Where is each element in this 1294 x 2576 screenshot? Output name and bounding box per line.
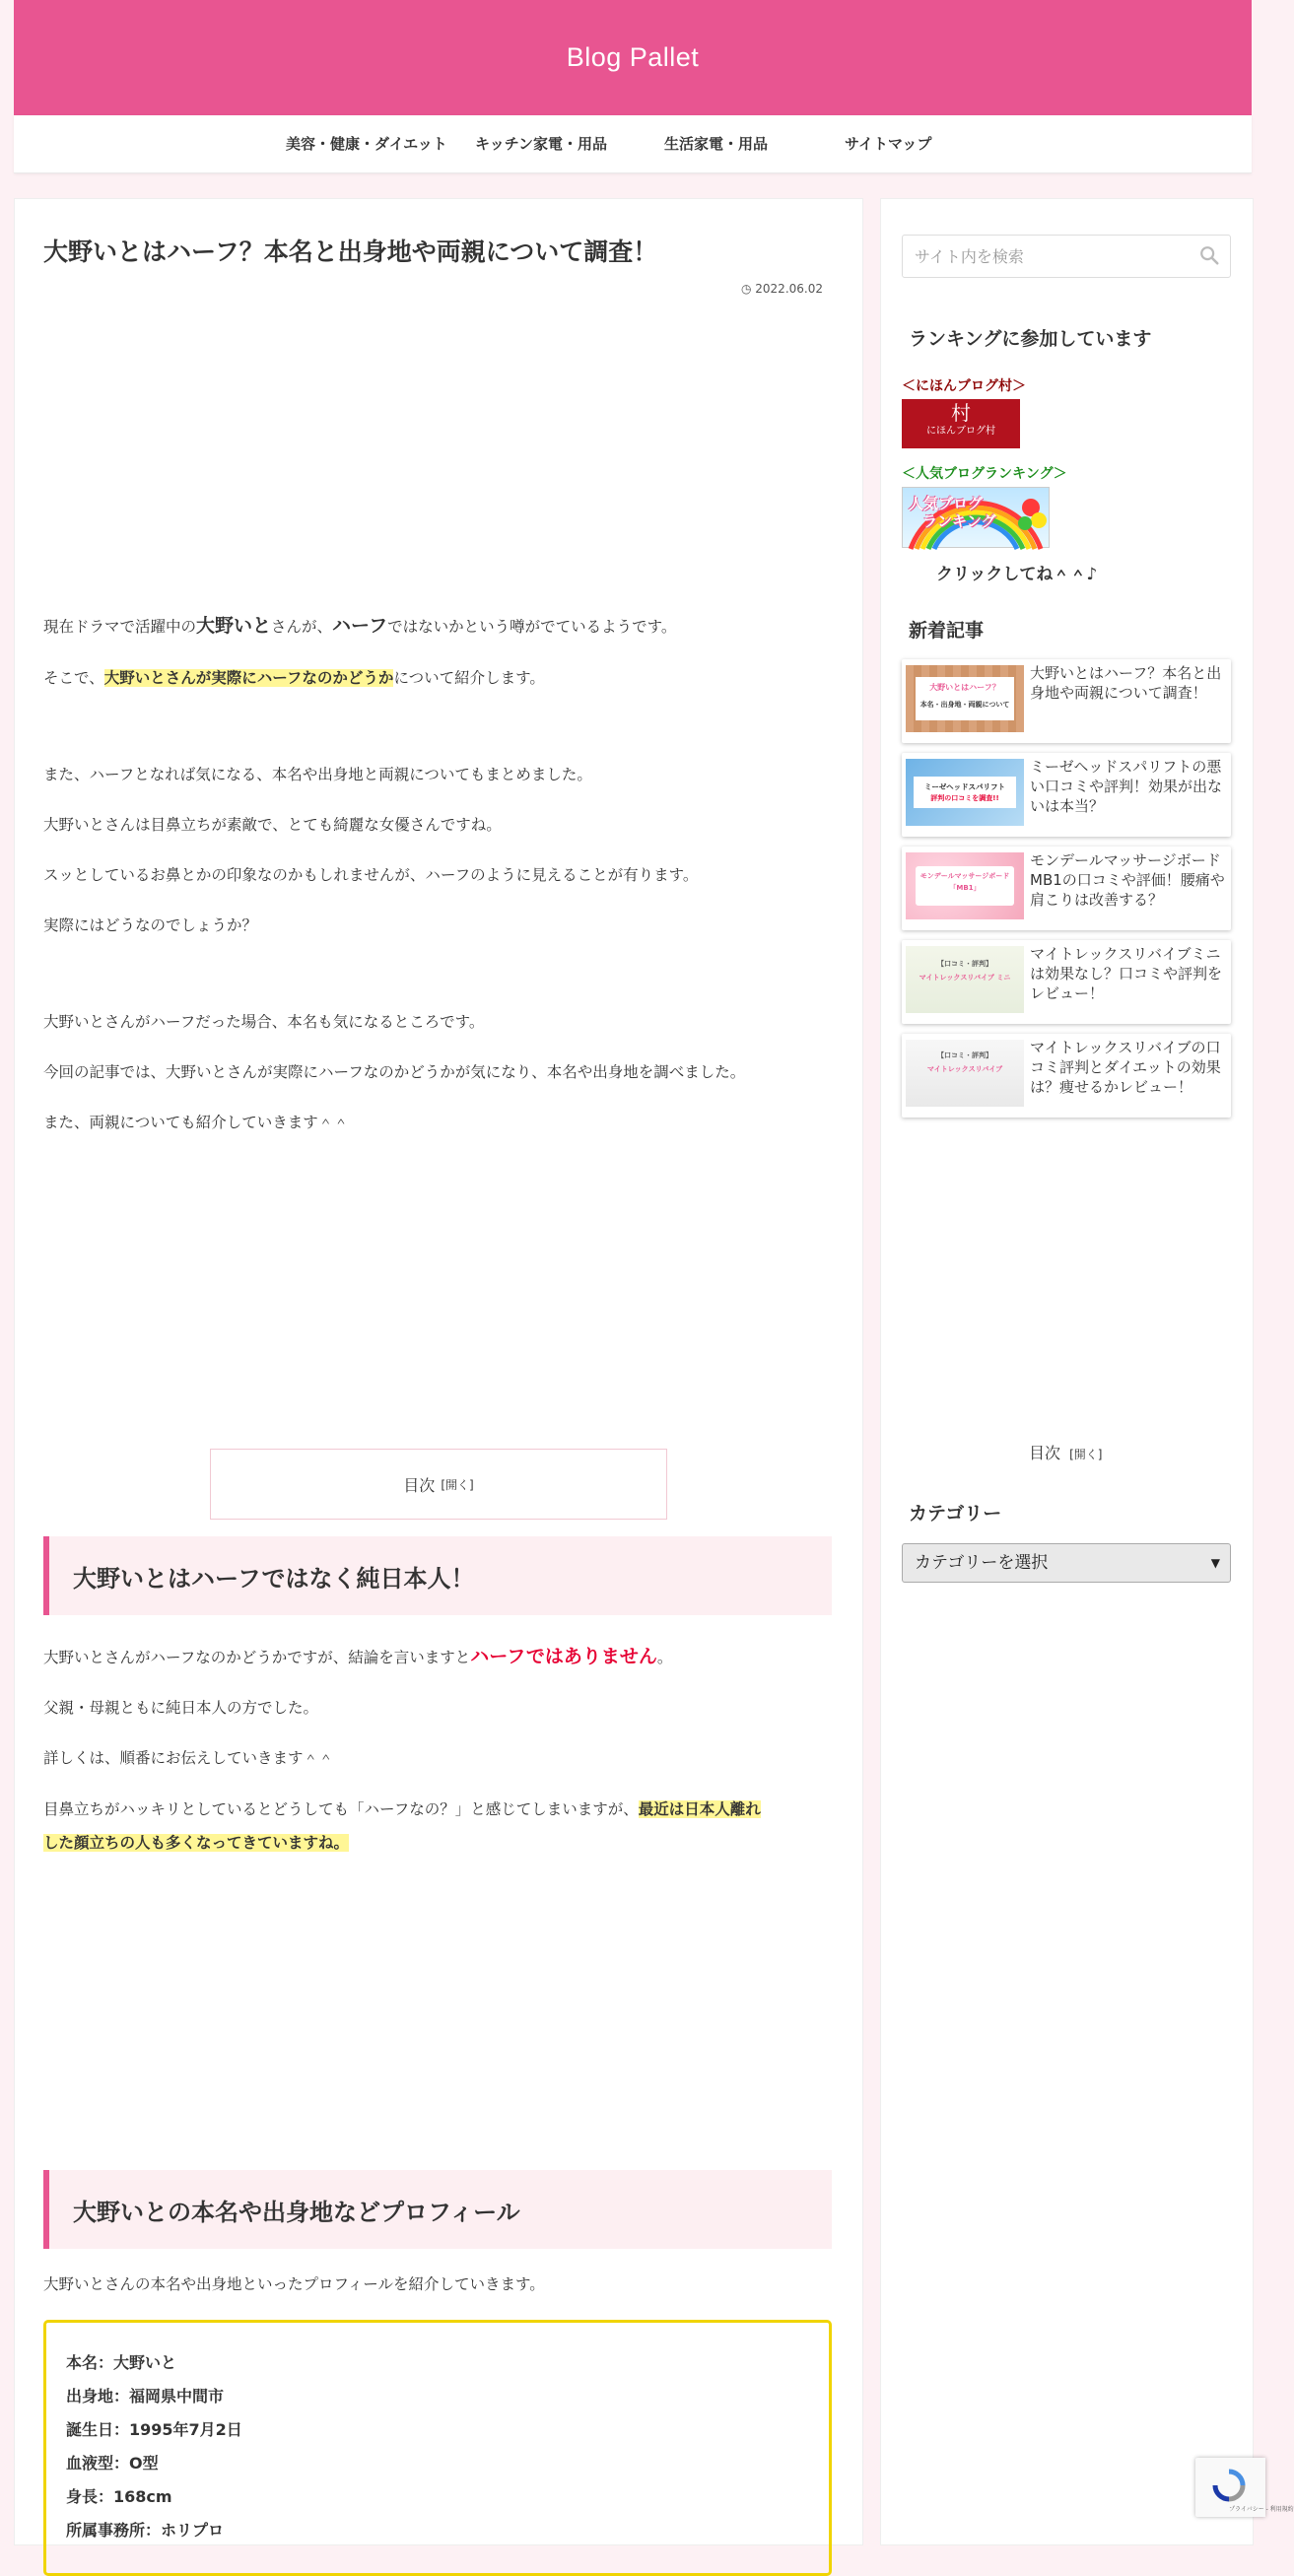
section1-paragraph-3: 詳しくは、順番にお伝えしていきます＾＾ (43, 1749, 334, 1767)
new-post-title: ミーゼヘッドスパリフトの悪い口コミや評判！効果が出ないは本当？ (1030, 758, 1223, 815)
category-heading: カテゴリー (909, 1503, 1002, 1525)
nihon-blog-banner[interactable] (902, 399, 1020, 448)
ninki-blog-label[interactable]: ＜人気ブログランキング＞ (902, 466, 1067, 482)
nihon-banner-text: にほんブログ村 (926, 426, 995, 437)
section2-paragraph-1: 大野いとさんの本名や出身地といったプロフィールを紹介していきます。 (43, 2275, 545, 2293)
post-thumbnail: 【口コミ・評判】 マイトレックスリバイブ ミニ (906, 946, 1024, 1013)
ninki-blog-banner[interactable] (902, 487, 1050, 548)
ninki-banner-line1: 人気ブログ (909, 495, 984, 512)
intro-paragraph-6: 実際にはどうなのでしょうか？ (43, 916, 258, 934)
intro-paragraph-9: また、両親についても紹介していきます＾＾ (43, 1114, 349, 1131)
section1-paragraph-4-cont: した顔立ちの人も多くなってきていますね。 (43, 1834, 350, 1852)
new-post-card[interactable] (902, 847, 1231, 930)
search-box (902, 235, 1231, 278)
new-post-card[interactable] (902, 940, 1231, 1024)
recaptcha-badge[interactable] (1195, 2458, 1294, 2517)
chevron-down-icon: ▼ (1210, 1556, 1220, 1570)
recaptcha-label[interactable]: プライバシー - 利用規約 (1229, 2506, 1294, 2513)
category-select[interactable] (902, 1543, 1231, 1583)
article-title: 大野いとはハーフ？本名と出身地や両親について調査！ (43, 237, 658, 266)
section-heading-2: 大野いとの本名や出身地などプロフィール (43, 2170, 832, 2249)
intro-paragraph-2: そこで、大野いとさんが実際にハーフなのかどうかについて紹介します。 (43, 669, 545, 687)
new-post-title: マイトレックスリバイブミニは効果なし？口コミや評判をレビュー！ (1030, 945, 1223, 1002)
intro-paragraph-8: 今回の記事では、大野いとさんが実際にハーフなのかどうかが気になり、本名や出身地を調べました。 (43, 1063, 746, 1081)
new-posts-heading: 新着記事 (909, 620, 985, 642)
sidebar-toc[interactable] (1029, 1441, 1102, 1463)
nav-item-sitemap[interactable]: サイトマップ (845, 135, 932, 153)
nihon-blog-label[interactable]: ＜にほんブログ村＞ (902, 378, 1026, 394)
site-title[interactable]: Blog Pallet (566, 42, 700, 72)
section-heading-1: 大野いとはハーフではなく純日本人！ (43, 1536, 832, 1615)
category-select-value: カテゴリーを選択 (915, 1553, 1049, 1573)
ninki-banner-line2: ランキング (922, 512, 996, 530)
post-date (741, 282, 823, 296)
global-nav (14, 115, 1252, 173)
article-main (14, 198, 863, 2545)
recaptcha-icon (1211, 2468, 1247, 2503)
section1-paragraph-4: 目鼻立ちがハッキリとしているとどうしても「ハーフなの？」と感じてしまいますが、最近は日本人離れ (43, 1800, 761, 1818)
nav-item-beauty[interactable]: 美容・健康・ダイエット (286, 135, 447, 153)
sidebar-toc-label: 目次 (1029, 1444, 1061, 1462)
table-of-contents[interactable] (210, 1449, 667, 1520)
post-date-text: 2022.06.02 (755, 282, 823, 296)
profile-line: 誕生日：1995年7月2日 (66, 2420, 242, 2439)
intro-paragraph-3: また、ハーフとなれば気になる、本名や出身地と両親についてもまとめました。 (43, 766, 592, 783)
new-post-title: モンデールマッサージボードMB1の口コミや評価！腰痛や肩こりは改善する？ (1030, 851, 1225, 909)
nihon-banner-kanji: 村 (951, 401, 971, 425)
intro-paragraph-7: 大野いとさんがハーフだった場合、本名も気になるところです。 (43, 1013, 485, 1031)
profile-line: 血液型：O型 (66, 2454, 159, 2473)
profile-box (43, 2320, 832, 2576)
toc-label: 目次 (403, 1475, 436, 1495)
toc-toggle[interactable]: [開く] (441, 1477, 474, 1492)
intro-paragraph-1: 現在ドラマで活躍中の大野いとさんが、ハーフではないかという噂がでているようです。 (43, 615, 677, 637)
clock-icon: ◷ (740, 282, 752, 296)
new-post-card[interactable] (902, 659, 1231, 743)
nav-item-kitchen[interactable]: キッチン家電・用品 (475, 135, 607, 153)
search-icon[interactable] (1198, 244, 1220, 266)
sidebar (880, 198, 1254, 2545)
post-thumbnail: モンデールマッサージボード 「MB1」 (906, 852, 1024, 919)
intro-paragraph-5: スッとしているお鼻とかの印象なのかもしれませんが、ハーフのように見えることが有ります。 (43, 866, 699, 884)
intro-paragraph-4: 大野いとさんは目鼻立ちが素敵で、とても綺麗な女優さんですね。 (43, 816, 502, 834)
new-post-title: マイトレックスリバイブの口コミ評判とダイエットの効果は？痩せるかレビュー！ (1030, 1039, 1221, 1096)
profile-line: 本名：大野いと (66, 2353, 177, 2372)
sidebar-toc-toggle[interactable]: [開く] (1069, 1448, 1103, 1461)
post-thumbnail: 大野いとはハーフ？ 本名・出身地・両親について (906, 665, 1024, 732)
nav-item-living[interactable]: 生活家電・用品 (664, 135, 769, 153)
ranking-heading: ランキングに参加しています (909, 328, 1152, 350)
click-note: クリックしてね＾＾♪ (936, 565, 1098, 584)
profile-line: 身長：168cm (66, 2487, 172, 2506)
profile-line: 所属事務所：ホリプロ (66, 2521, 225, 2540)
post-thumbnail: ミーゼヘッドスパリフト 評判の口コミを調査!! (906, 759, 1024, 826)
search-input[interactable] (903, 236, 1202, 278)
profile-line: 出身地：福岡県中間市 (66, 2387, 225, 2406)
section1-paragraph-1: 大野いとさんがハーフなのかどうかですが、結論を言いますとハーフではありません。 (43, 1646, 673, 1667)
site-header (14, 0, 1252, 115)
new-post-card[interactable] (902, 753, 1231, 837)
new-post-card[interactable] (902, 1034, 1231, 1118)
section1-paragraph-2: 父親・母親ともに純日本人の方でした。 (43, 1699, 319, 1717)
post-thumbnail: 【口コミ・評判】 マイトレックスリバイブ (906, 1040, 1024, 1107)
new-post-title: 大野いとはハーフ？本名と出身地や両親について調査！ (1030, 664, 1222, 702)
